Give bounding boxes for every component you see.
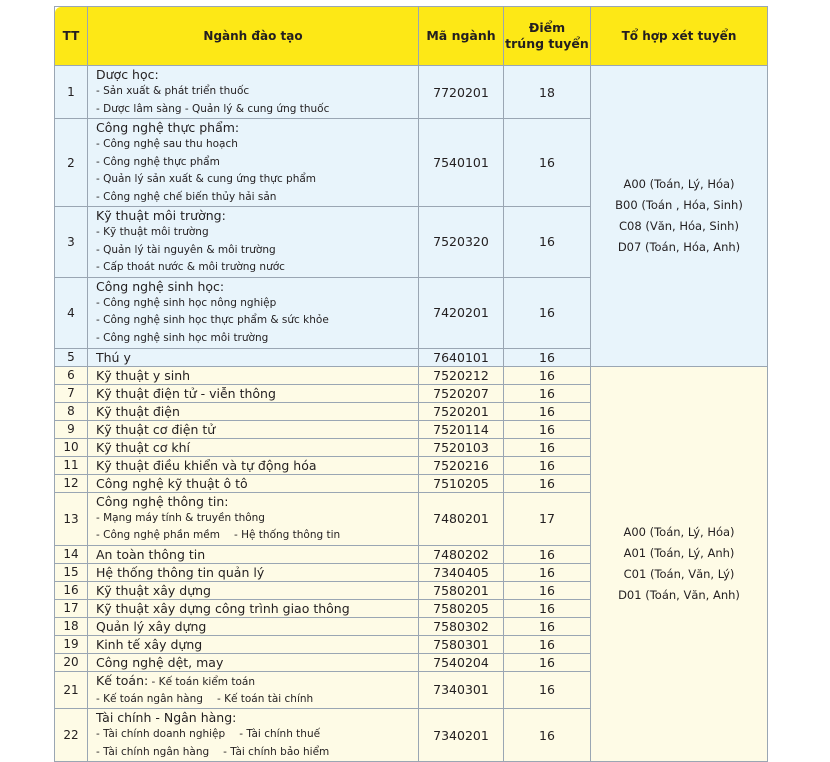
row-score: 16 <box>504 545 591 563</box>
header-score <box>504 7 591 66</box>
major-title: Thú y <box>96 349 131 365</box>
major-sub-item <box>96 726 418 744</box>
sub-text: - Công nghệ sinh học nông nghiệp <box>96 296 277 309</box>
row-major <box>88 545 419 563</box>
major-sub-item <box>96 330 418 348</box>
major-sub-item <box>96 259 418 277</box>
major-sub-item <box>96 744 418 762</box>
row-tt: 4 <box>55 277 88 348</box>
major-title: Kỹ thuật điều khiển và tự động hóa <box>96 457 317 473</box>
row-code: 7340301 <box>419 671 504 709</box>
row-major <box>88 277 419 348</box>
row-tt: 17 <box>55 599 88 617</box>
sub-text: - Quản lý sản xuất & cung ứng thực phẩm <box>96 173 317 185</box>
sub-text: - Tài chính thuế <box>239 728 321 740</box>
major-title-sub: - Kế toán kiểm toán <box>148 675 255 688</box>
header-combo: Tổ hợp xét tuyển <box>591 7 768 66</box>
row-major <box>88 348 419 366</box>
row-score: 16 <box>504 402 591 420</box>
row-code: 7480202 <box>419 545 504 563</box>
major-title: Kỹ thuật cơ điện tử <box>96 421 216 437</box>
row-tt: 12 <box>55 474 88 492</box>
major-title: Kỹ thuật điện <box>96 403 180 419</box>
sub-text: - Tài chính bảo hiểm <box>223 745 330 758</box>
row-tt: 10 <box>55 438 88 456</box>
major-title: Kinh tế xây dựng <box>96 636 203 652</box>
row-code: 7520320 <box>419 207 504 278</box>
row-score: 17 <box>504 492 591 545</box>
major-title: Quản lý xây dựng <box>96 618 207 634</box>
row-tt: 13 <box>55 492 88 545</box>
row-score: 16 <box>504 119 591 207</box>
row-score: 16 <box>504 474 591 492</box>
row-major <box>88 384 419 402</box>
major-title: Công nghệ thực phẩm: <box>96 120 240 135</box>
row-code: 7580205 <box>419 599 504 617</box>
combo-item: A01 (Toán, Lý, Anh) <box>623 545 735 560</box>
row-major <box>88 402 419 420</box>
major-sub-item <box>96 83 418 101</box>
sub-text: - Kỹ thuật môi trường <box>96 226 209 238</box>
sub-text: - Kế toán tài chính <box>216 692 314 705</box>
major-title: An toàn thông tin <box>96 546 206 562</box>
row-tt: 8 <box>55 402 88 420</box>
row-score: 16 <box>504 599 591 617</box>
major-title: Công nghệ dệt, may <box>96 654 224 670</box>
row-major <box>88 599 419 617</box>
major-title: Kế toán: - Kế toán kiểm toán <box>96 672 255 688</box>
row-major <box>88 119 419 207</box>
row-tt: 5 <box>55 348 88 366</box>
row-tt: 11 <box>55 456 88 474</box>
row-tt: 6 <box>55 366 88 384</box>
row-score: 16 <box>504 420 591 438</box>
row-score: 16 <box>504 617 591 635</box>
row-score: 16 <box>504 438 591 456</box>
sub-text: - Dược lâm sàng - Quản lý & cung ứng thuốc <box>96 102 330 115</box>
row-score: 18 <box>504 66 591 119</box>
sub-text: - Mạng máy tính & truyền thông <box>96 511 265 524</box>
major-title: Dược học: <box>96 67 159 82</box>
major-sub-item <box>96 189 418 207</box>
major-sub-item <box>96 312 418 330</box>
major-title: Kỹ thuật xây dựng công trình giao thông <box>96 600 350 616</box>
sub-text: - Công nghệ phần mềm <box>96 529 220 541</box>
row-code: 7480201 <box>419 492 504 545</box>
header-tt: TT <box>55 7 88 66</box>
combo-item: A00 (Toán, Lý, Hóa) <box>623 176 735 191</box>
major-title: Công nghệ kỹ thuật ô tô <box>96 475 248 491</box>
row-major <box>88 420 419 438</box>
row-major <box>88 366 419 384</box>
row-code: 7520114 <box>419 420 504 438</box>
row-tt: 21 <box>55 671 88 709</box>
sub-text: - Công nghệ sau thu hoạch <box>96 138 238 150</box>
major-title: Tài chính - Ngân hàng: <box>96 710 237 725</box>
combo-item: C01 (Toán, Văn, Lý) <box>623 566 735 581</box>
combo-item: B00 (Toán , Hóa, Sinh) <box>615 197 743 212</box>
row-major <box>88 635 419 653</box>
row-code: 7580301 <box>419 635 504 653</box>
sub-text: - Quản lý tài nguyên & môi trường <box>96 243 276 256</box>
row-score: 16 <box>504 709 591 762</box>
row-score: 16 <box>504 671 591 709</box>
major-title: Kỹ thuật xây dựng <box>96 582 211 598</box>
row-major <box>88 66 419 119</box>
combo-item: C08 (Văn, Hóa, Sinh) <box>619 218 739 233</box>
major-sub-item <box>96 101 418 119</box>
row-tt: 15 <box>55 563 88 581</box>
row-code: 7580302 <box>419 617 504 635</box>
table-body <box>55 66 768 762</box>
major-sub-item <box>96 527 418 545</box>
major-sub-item <box>96 171 418 189</box>
row-score: 16 <box>504 207 591 278</box>
row-major <box>88 653 419 671</box>
row-code: 7420201 <box>419 277 504 348</box>
header-major: Ngành đào tạo <box>88 7 419 66</box>
major-title: Kỹ thuật y sinh <box>96 367 191 383</box>
sub-text: - Sản xuất & phát triển thuốc <box>96 85 250 97</box>
row-tt: 19 <box>55 635 88 653</box>
row-code: 7340405 <box>419 563 504 581</box>
row-tt: 2 <box>55 119 88 207</box>
row-tt: 14 <box>55 545 88 563</box>
row-tt: 20 <box>55 653 88 671</box>
row-score: 16 <box>504 277 591 348</box>
row-tt: 9 <box>55 420 88 438</box>
row-code: 7540101 <box>419 119 504 207</box>
row-code: 7580201 <box>419 581 504 599</box>
table-row <box>55 66 768 119</box>
major-title: Kỹ thuật môi trường: <box>96 208 226 223</box>
row-score: 16 <box>504 635 591 653</box>
row-code: 7510205 <box>419 474 504 492</box>
combo-item: A00 (Toán, Lý, Hóa) <box>623 524 735 539</box>
sub-text: - Công nghệ thực phẩm <box>96 155 220 168</box>
combo-group-2 <box>591 366 768 762</box>
row-major <box>88 492 419 545</box>
row-tt: 7 <box>55 384 88 402</box>
row-tt: 1 <box>55 66 88 119</box>
row-code: 7540204 <box>419 653 504 671</box>
row-code: 7520201 <box>419 402 504 420</box>
row-major <box>88 563 419 581</box>
major-sub-item <box>96 136 418 154</box>
row-score: 16 <box>504 563 591 581</box>
sub-text: - Công nghệ sinh học thực phẩm & sức khỏe <box>96 314 329 327</box>
row-score: 16 <box>504 366 591 384</box>
sub-text: - Tài chính ngân hàng <box>96 745 210 758</box>
major-title: Công nghệ thông tin: <box>96 493 229 509</box>
header-score-line1: Điểm <box>528 20 566 35</box>
row-major <box>88 617 419 635</box>
row-major <box>88 207 419 278</box>
combo-group-1 <box>591 66 768 367</box>
row-tt: 16 <box>55 581 88 599</box>
row-major <box>88 581 419 599</box>
row-code: 7520212 <box>419 366 504 384</box>
header-score-line2: trúng tuyển <box>505 36 589 51</box>
row-major <box>88 456 419 474</box>
major-sub-item <box>96 295 418 313</box>
combo-item: D07 (Toán, Hóa, Anh) <box>617 239 741 254</box>
major-sub-item <box>96 154 418 172</box>
table-header-row <box>55 7 768 66</box>
row-major <box>88 474 419 492</box>
row-code: 7340201 <box>419 709 504 762</box>
row-tt: 18 <box>55 617 88 635</box>
row-code: 7520103 <box>419 438 504 456</box>
row-major <box>88 671 419 709</box>
row-score: 16 <box>504 348 591 366</box>
major-sub-item <box>96 242 418 260</box>
row-score: 16 <box>504 581 591 599</box>
sub-text: - Công nghệ sinh học môi trường <box>96 331 269 344</box>
major-sub-item <box>96 224 418 242</box>
sub-text: - Tài chính doanh nghiệp <box>96 728 226 740</box>
row-major <box>88 709 419 762</box>
row-code: 7640101 <box>419 348 504 366</box>
major-title: Kỹ thuật cơ khí <box>96 439 190 455</box>
row-score: 16 <box>504 456 591 474</box>
row-score: 16 <box>504 384 591 402</box>
major-title: Kỹ thuật điện tử - viễn thông <box>96 385 276 401</box>
row-tt: 3 <box>55 207 88 278</box>
row-code: 7520216 <box>419 456 504 474</box>
major-sub-item <box>96 510 418 528</box>
major-sub-item <box>96 691 418 709</box>
row-code: 7520207 <box>419 384 504 402</box>
major-title: Công nghệ sinh học: <box>96 278 225 294</box>
sub-text: - Kế toán ngân hàng <box>96 692 203 705</box>
combo-item: D01 (Toán, Văn, Anh) <box>618 587 740 602</box>
major-title: Hệ thống thông tin quản lý <box>96 564 265 580</box>
sub-text: - Hệ thống thông tin <box>233 529 341 541</box>
sub-text: - Công nghệ chế biến thủy hải sản <box>96 190 277 203</box>
admission-table <box>54 6 768 762</box>
admission-table-container <box>54 6 754 762</box>
sub-text: - Cấp thoát nước & môi trường nước <box>96 261 285 273</box>
row-score: 16 <box>504 653 591 671</box>
table-row <box>55 366 768 384</box>
row-tt: 22 <box>55 709 88 762</box>
row-major <box>88 438 419 456</box>
header-code: Mã ngành <box>419 7 504 66</box>
row-code: 7720201 <box>419 66 504 119</box>
